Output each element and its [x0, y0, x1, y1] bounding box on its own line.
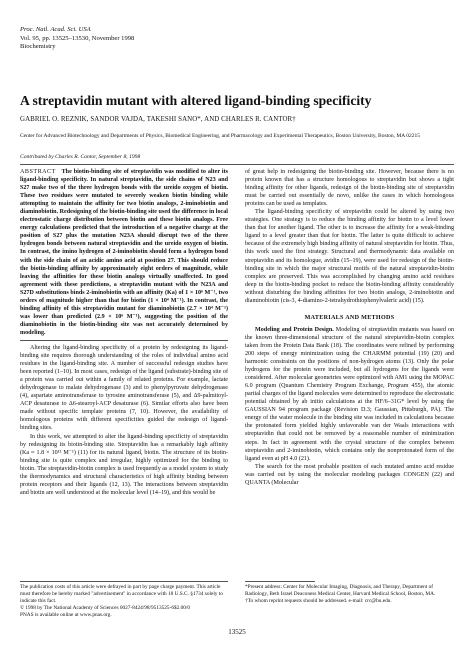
affiliation: Center for Advanced Biotechnology and Departments of Physics, Biomedical Engineering, and Pharmacology and Experimental Therapeutics, Boston University, Boston, MA 02215: [20, 133, 421, 139]
abstract-divider: [20, 340, 228, 341]
abstract: [20, 168, 228, 337]
body-paragraph-2: In this work, we attempted to alter the ligand-binding specificity of streptavidin by redesigning its biotin-binding site. Streptavidin has a remarkably high affinity (Ka ≈ 1.8 × 10¹³ M⁻¹) (11) for its natural ligand, biotin. The structure of its biotin-binding site is quite complex and irregular, highly optimized for the binding to biotin. The streptavidin-biotin complex is used frequently as a model system to study the thermodynamics and structural characteristics of high affinity binding between protein receptors and their ligands (12, 13). The interactions between streptavidin and biotin are well understood at the molecular level (14–19), and this would be: [20, 433, 228, 496]
copyright-note: © 1998 by The National Academy of Sciences 0027-8424/98/9513525-6$2.00/0: [20, 604, 191, 611]
author-list: GABRIEL O. REZNIK, SANDOR VAJDA, TAKESHI SANO*, AND CHARLES R. CANTOR†: [20, 116, 296, 123]
reprint-footnote: †To whom reprint requests should be addressed. e-mail: crc@bu.edu.: [245, 597, 392, 604]
abstract-label: ABSTRACT: [20, 169, 56, 175]
journal-page: [20, 0, 454, 651]
page-number: 13525: [228, 628, 246, 636]
abstract-text: The biotin-binding site of streptavidin was modified to alter its ligand-binding specificity. In natural streptavidin, the side chains of N23 and S27 make two of the three hydrogen bonds with the ureido oxygen of biotin. These two residues were mutated to severely weaken biotin binding while attempting to maintain the affinity for two biotin analogs, 2-iminobiotin and diaminobiotin. Redesigning of the biotin-binding site used the difference in local electrostatic charge distribution between biotin and these biotin analogs. Free energy calculations predicted that the introduction of a negative charge at the position of S27 plus the mutation N23A should disrupt two of the three hydrogen bonds between natural streptavidin and the ureido oxygen of biotin. In contrast, the imino hydrogen of 2-iminobiotin should form a hydrogen bond with the side chain of an acidic amino acid at position 27. This should reduce the biotin-binding affinity by approximately eight orders of magnitude, while leaving the affinities for these biotin analogs virtually unaffected. In good agreement with these predictions, a streptavidin mutant with the N23A and S27D substitutions binds 2-iminobiotin with an affinity (Ka) of 1 × 10⁶ M⁻¹, two orders of magnitude higher than that for biotin (1 × 10⁴ M⁻¹). In contrast, the binding affinity of this streptavidin mutant for diaminobiotin (2.7 × 10⁴ M⁻¹) was lower than predicted (2.9 × 10⁶ M⁻¹), suggesting the position of the diaminobiotin in the biotin-binding site was not accurately determined by modeling.: [20, 169, 228, 336]
body-paragraph-4: The ligand-binding specificity of streptavidin could be altered by using two strategies. One strategy is to reduce the binding affinity for biotin to a level lower than that for another ligand. The other is to increase the affinity for a weak-binding ligand to a level greater than that for biotin. The latter is quite difficult to achieve because of the extremely high binding affinity of natural streptavidin for biotin. Thus, this work used the first strategy. Structural and thermodynamic data available on streptavidin and its homologue, avidin (15–19), were used for redesign of the biotin-binding site in which the major structural motifs of the natural streptavidin-biotin complex are preserved. This was accomplished by changing amino acid residues deep in the biotin-binding pocket to reduce the biotin-binding affinity considerably without disturbing the binding affinities for two biotin analogs, 2-iminobiotin and diaminobiotin (cis-3, 4-diamino-2-tetrahydrothiophenylvaleric acid) (15).: [245, 209, 454, 304]
methods-text-1: Modeling of streptavidin mutants was based on the known three-dimensional structure of the natural streptavidin-biotin complex taken from the Protein Data Bank (18). The coordinates were refined by performing 200 steps of energy minimization using the CHARMM potential (19) (20) and harmonic constraints on the positions of non-hydrogen atoms (13). Only the polar hydrogens for the protein were included, but all hydrogens for the ligands were considered. After molecular geometries were optimized with AM1 using the MOPAC 6.0 program (Quantum Chemistry Program Exchange, Program 455), the atomic partial charges of the ligand molecules were determined to reproduce the electrostatic potential obtained by ab initio calculations at the HF/6–31G* level by using the GAUSSIAN 94 program package (Revision D.3; Gaussian, Pittsburgh, PA). The energy of the water molecule in the binding site was included in calculations because the protonated form yielded highly unfavorable van der Waals interactions with streptavidin that could not be removed by a reasonable number of minimization steps. In fact in agreement with the crystal structure of the complex between streptavidin and 2-iminobiotin, which contains only the nonprotonated form of the ligand even at pH 4.0 (21).: [245, 326, 454, 462]
footnote-divider-left: [20, 581, 228, 582]
body-paragraph-3: of great help in redesigning the biotin-binding site. However, because there is no protein known that has a structure homologous to streptavidin but shows a tight binding affinity for other ligands, redesign of the biotin-binding site of streptavidin must be carried out essentially de novo, unlike the cases in which homologous proteins can be used as templates.: [245, 169, 454, 208]
contributed-line: Contributed by Charles R. Cantor, September 8, 1998: [20, 154, 141, 160]
footnote-divider-right: [245, 581, 315, 582]
section-heading: MATERIALS AND METHODS: [304, 314, 395, 321]
subject-line: Biochemistry: [20, 43, 56, 51]
volume-line: Vol. 95, pp. 13525–13530, November 1998: [20, 34, 135, 42]
methods-paragraph-2: The search for the most probable position of each mutated amino acid residue was carried out by using the molecular modeling packages CONGEN (22) and QUANTA (Molecular: [245, 463, 454, 486]
right-column: [245, 168, 454, 487]
runin-heading: Modeling and Protein Design.: [255, 326, 334, 333]
left-column: [20, 168, 228, 497]
journal-name: Proc. Natl. Acad. Sci. USA: [20, 26, 91, 33]
publication-notes: [20, 584, 228, 619]
journal-header: [20, 26, 134, 52]
present-address-footnote: *Present address: Center for Molecular Imaging, Diagnosis, and Therapy, Department of Radiology, Beth Israel Deaconess Medical Center, Harvard Medical School, Boston, MA.: [245, 584, 436, 597]
charge-note: The publication costs of this article were defrayed in part by page charge payment. This article must therefore be hereby marked "advertisement" in accordance with 18 U.S.C. §1734 solely to indicate this fact.: [20, 584, 223, 604]
online-note: PNAS is available online at www.pnas.org.: [20, 611, 112, 618]
article-title: A streptavidin mutant with altered ligand-binding specificity: [20, 93, 372, 108]
header-divider: [20, 164, 454, 165]
methods-paragraph-1: [245, 326, 454, 463]
body-paragraph-1: Altering the ligand-binding specificity of a protein by redesigning its ligand-binding site requires thorough understanding of the roles of individual amino acid residues in the ligand-binding site. A number of successful redesign studies have been reported (1–10). In most cases, redesign of the ligand (substrate)-binding site of a protein was carried out within a family of related proteins. For example, lactate dehydrogenase to malate dehydrogenase (3) and to phenylpyruvate dehydrogenase (4), aspartate aminotransferase to tyrosine aminotransferase (5), and Δ9-palmitoyl-ACP desaturase to Δ6-stearoyl-ACP desaturase (6). Similar efforts also have been made without specific template proteins (7, 10). However, the availability of homologous proteins with different specificities guided the redesign of ligand-binding sites.: [20, 344, 228, 432]
author-footnotes: [245, 584, 454, 605]
